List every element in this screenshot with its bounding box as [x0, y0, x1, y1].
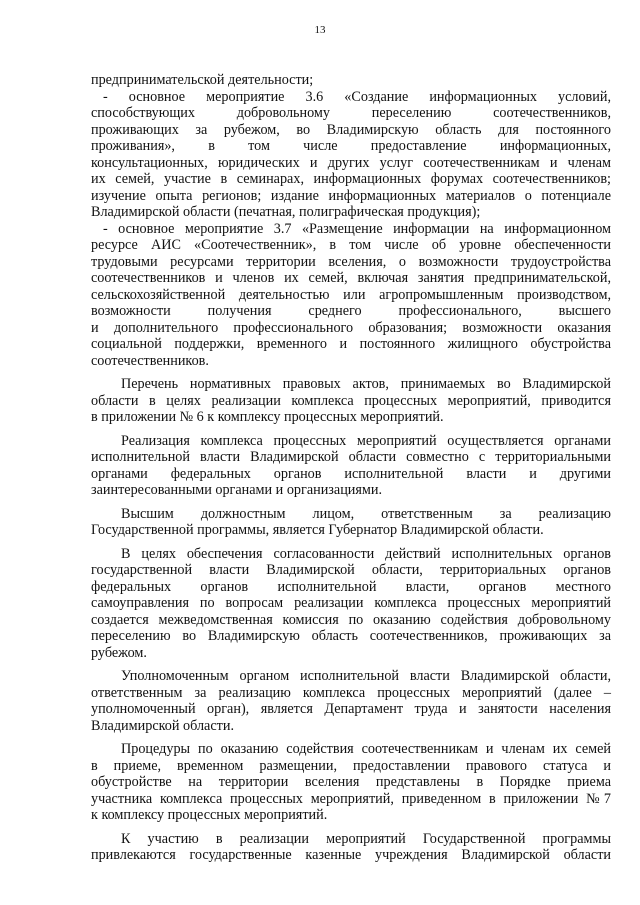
text-line: ответственным за реализацию комплекса процессных мероприятий (далее – [91, 684, 611, 701]
text-line: Государственной программы, является Губернатор Владимирской области. [91, 522, 544, 538]
paragraph [91, 668, 611, 734]
text-line: предпринимательской деятельности; [91, 72, 314, 88]
text-line: В целях обеспечения согласованности действий исполнительных органов [121, 545, 611, 562]
text-line: привлекаются государственные казенные учреждения Владимирской области [91, 847, 611, 863]
text-line: Процедуры по оказанию содействия соотечественникам и членам их семей [121, 741, 611, 757]
text-line: социальной поддержки, временного и постоянного жилищного обустройства [91, 336, 611, 352]
paragraph [91, 221, 611, 370]
text-line: их семей, участие в семинарах, информационных форумах соотечественников; [91, 171, 611, 187]
text-line: изучение опыта регионов; издание информационных материалов о потенциале [91, 187, 611, 204]
paragraph [91, 89, 611, 221]
text-line: в приложении № 6 к комплексу процессных мероприятий. [91, 409, 444, 425]
page-number: 13 [314, 24, 326, 36]
text-line: в приеме, временном размещении, предоставлении правового статуса и [91, 757, 611, 774]
text-line: Реализация комплекса процессных мероприятий осуществляется органами [121, 432, 611, 449]
text-line: области в целях реализации комплекса процессных мероприятий, приводится [91, 392, 611, 409]
text-line: ресурсе АИС «Соотечественник», в том числе об уровне обеспеченности [91, 237, 611, 253]
paragraph [91, 433, 611, 499]
text-line: сельскохозяйственной деятельностью или агропромышленным производством, [91, 286, 611, 303]
text-line: заинтересованными органами и организациями. [91, 482, 383, 498]
text-line: участника комплекса процессных мероприятий, приведенном в приложении №7 [91, 790, 611, 807]
text-line: - основное мероприятие 3.7 «Размещение информации на информационном [103, 220, 611, 237]
text-line: К участию в реализации мероприятий Государственной программы [121, 830, 611, 847]
text-line: трудовыми ресурсами территории вселения, о возможности трудоустройства [91, 253, 611, 270]
text-line: - основное мероприятие 3.6 «Создание информационных условий, [103, 88, 611, 105]
text-line: Владимирской области. [91, 717, 234, 734]
text-line: федеральных органов исполнительной власти, органов местного [91, 578, 611, 595]
text-line: органами федеральных органов исполнительной власти и другими [91, 465, 611, 482]
paragraph [91, 72, 611, 89]
text-line: к комплексу процессных мероприятий. [91, 807, 328, 823]
text-line: уполномоченный орган), является Департамент труда и занятости населения [91, 701, 611, 717]
text-line: возможности получения среднего профессионального, высшего [91, 303, 611, 319]
paragraph [91, 506, 611, 539]
text-line: обустройстве на территории вселения представлены в Порядке приема [91, 774, 611, 790]
text-line: государственной власти Владимирской области, территориальных органов [91, 562, 611, 578]
paragraph [91, 546, 611, 662]
text-line: рубежом. [91, 644, 147, 661]
text-line: Владимирской области (печатная, полиграфическая продукция); [91, 204, 481, 220]
text-line: самоуправления по вопросам реализации комплекса процессных мероприятий [91, 595, 611, 611]
text-line: способствующих добровольному переселению соотечественников, [91, 105, 611, 121]
text-line: создается межведомственная комиссия по оказанию содействия добровольному [91, 611, 611, 628]
text-line: Уполномоченным органом исполнительной власти Владимирской области, [121, 668, 611, 684]
text-line: консультационных, юридических и других услуг соотечественникам и членам [91, 154, 611, 171]
document-body [91, 72, 611, 864]
paragraph [91, 741, 611, 824]
text-line: исполнительной власти Владимирской области совместно с территориальными [91, 449, 611, 465]
paragraph [91, 831, 611, 864]
text-line: соотечественников. [91, 352, 209, 369]
text-line: Высшим должностным лицом, ответственным за реализацию [121, 505, 611, 522]
text-line: проживающих за рубежом, во Владимирскую область для постоянного [91, 121, 611, 138]
text-line: проживания», в том числе предоставление информационных, [91, 138, 611, 154]
paragraph [91, 376, 611, 426]
text-line: переселению во Владимирскую область соотечественников, проживающих за [91, 628, 611, 644]
text-line: и дополнительного профессионального образования; возможности оказания [91, 319, 611, 336]
text-line: Перечень нормативных правовых актов, принимаемых во Владимирской [121, 376, 611, 392]
text-line: соотечественников и членов их семей, включая занятия предпринимательской, [91, 270, 611, 286]
